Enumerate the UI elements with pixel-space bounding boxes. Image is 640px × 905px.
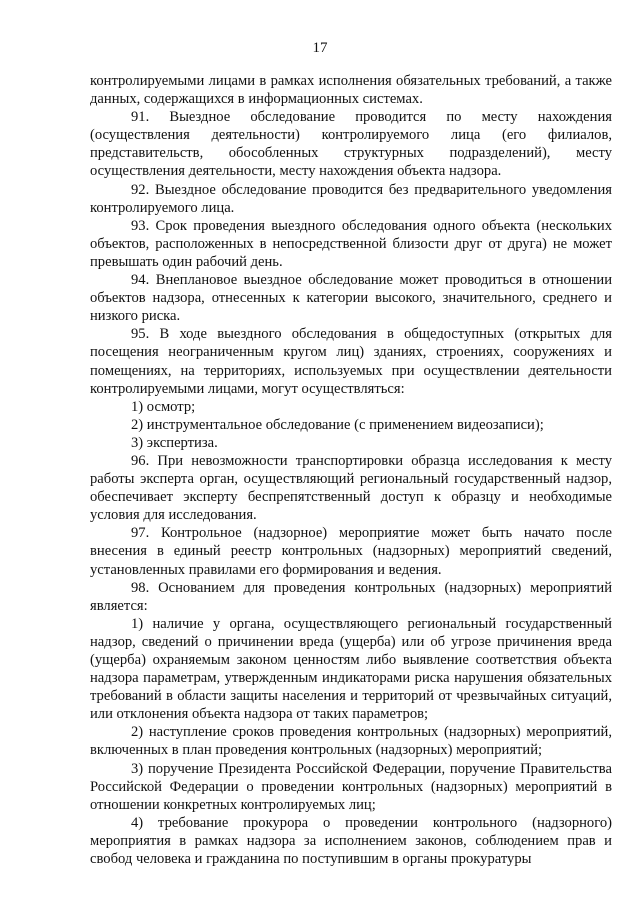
paragraph-91: 91. Выездное обследование проводится по месту нахождения (осуществления деятельности) контролируемого лица (его филиалов, представительств, обособленных структурных подразделений), месту осуществления деятельности, месту нахождения объекта надзора. (90, 109, 612, 180)
list-item-98-2: 2) наступление сроков проведения контрольных (надзорных) мероприятий, включенных в план проведения контрольных (надзорных) мероприятий; (90, 724, 612, 759)
list-item-98-4: 4) требование прокурора о проведении контрольного (надзорного) мероприятия в рамках надзора за исполнением законов, соблюдением прав и свобод человека и гражданина по поступившим в органы прокуратуры (90, 814, 612, 868)
paragraph-97: 97. Контрольное (надзорное) мероприятие может быть начато после внесения в единый реестр контрольных (надзорных) мероприятий сведений, установленных правилами его формирования и ведения. (90, 525, 612, 578)
paragraph-98: 98. Основанием для проведения контрольных (надзорных) мероприятий является: (90, 579, 612, 614)
paragraph-92: 92. Выездное обследование проводится без предварительного уведомления контролируемого лица. (90, 181, 612, 216)
list-item-95-1: 1) осмотр; (131, 398, 196, 415)
paragraph-96: 96. При невозможности транспортировки образца исследования к месту работы эксперта орган, осуществляющий региональный государственный надзор, обеспечивает эксперту беспрепятственный доступ к образцу и необходимые условия для исследования. (90, 452, 612, 524)
page-number: 17 (312, 40, 328, 56)
document-body (90, 72, 612, 868)
list-item-95-3: 3) экспертиза. (131, 434, 218, 451)
paragraph-95: 95. В ходе выездного обследования в общедоступных (открытых для посещения неограниченным кругом лиц) зданиях, строениях, сооружениях и помещениях, на территориях, используемых при осуществлении деятельности контролируемыми лицами, могут осуществляться: (90, 326, 612, 397)
list-item-95-2: 2) инструментальное обследование (с применением видеозаписи); (131, 416, 544, 433)
paragraph-continuation: контролируемыми лицами в рамках исполнения обязательных требований, а также данных, содержащихся в информационных системах. (90, 73, 612, 108)
list-item-98-3: 3) поручение Президента Российской Федерации, поручение Правительства Российской Федерации о проведении контрольных (надзорных) мероприятий в отношении конкретных контролируемых лиц; (90, 760, 612, 813)
list-item-98-1: 1) наличие у органа, осуществляющего региональный государственный надзор, сведений о причинении вреда (ущерба) или об угрозе причинения вреда (ущерба) охраняемым законом ценностям либо выявление соответствия объекта надзора параметрам, утвержденным индикаторами риска нарушения обязательных требований в области защиты населения и территорий от чрезвычайных ситуаций, или отклонения объекта надзора от таких параметров; (90, 615, 612, 723)
paragraph-94: 94. Внеплановое выездное обследование может проводиться в отношении объектов надзора, отнесенных к категории высокого, значительного, среднего и низкого риска. (90, 272, 612, 325)
paragraph-93: 93. Срок проведения выездного обследования одного объекта (нескольких объектов, расположенных в непосредственной близости друг от друга) не может превышать один рабочий день. (90, 217, 612, 270)
